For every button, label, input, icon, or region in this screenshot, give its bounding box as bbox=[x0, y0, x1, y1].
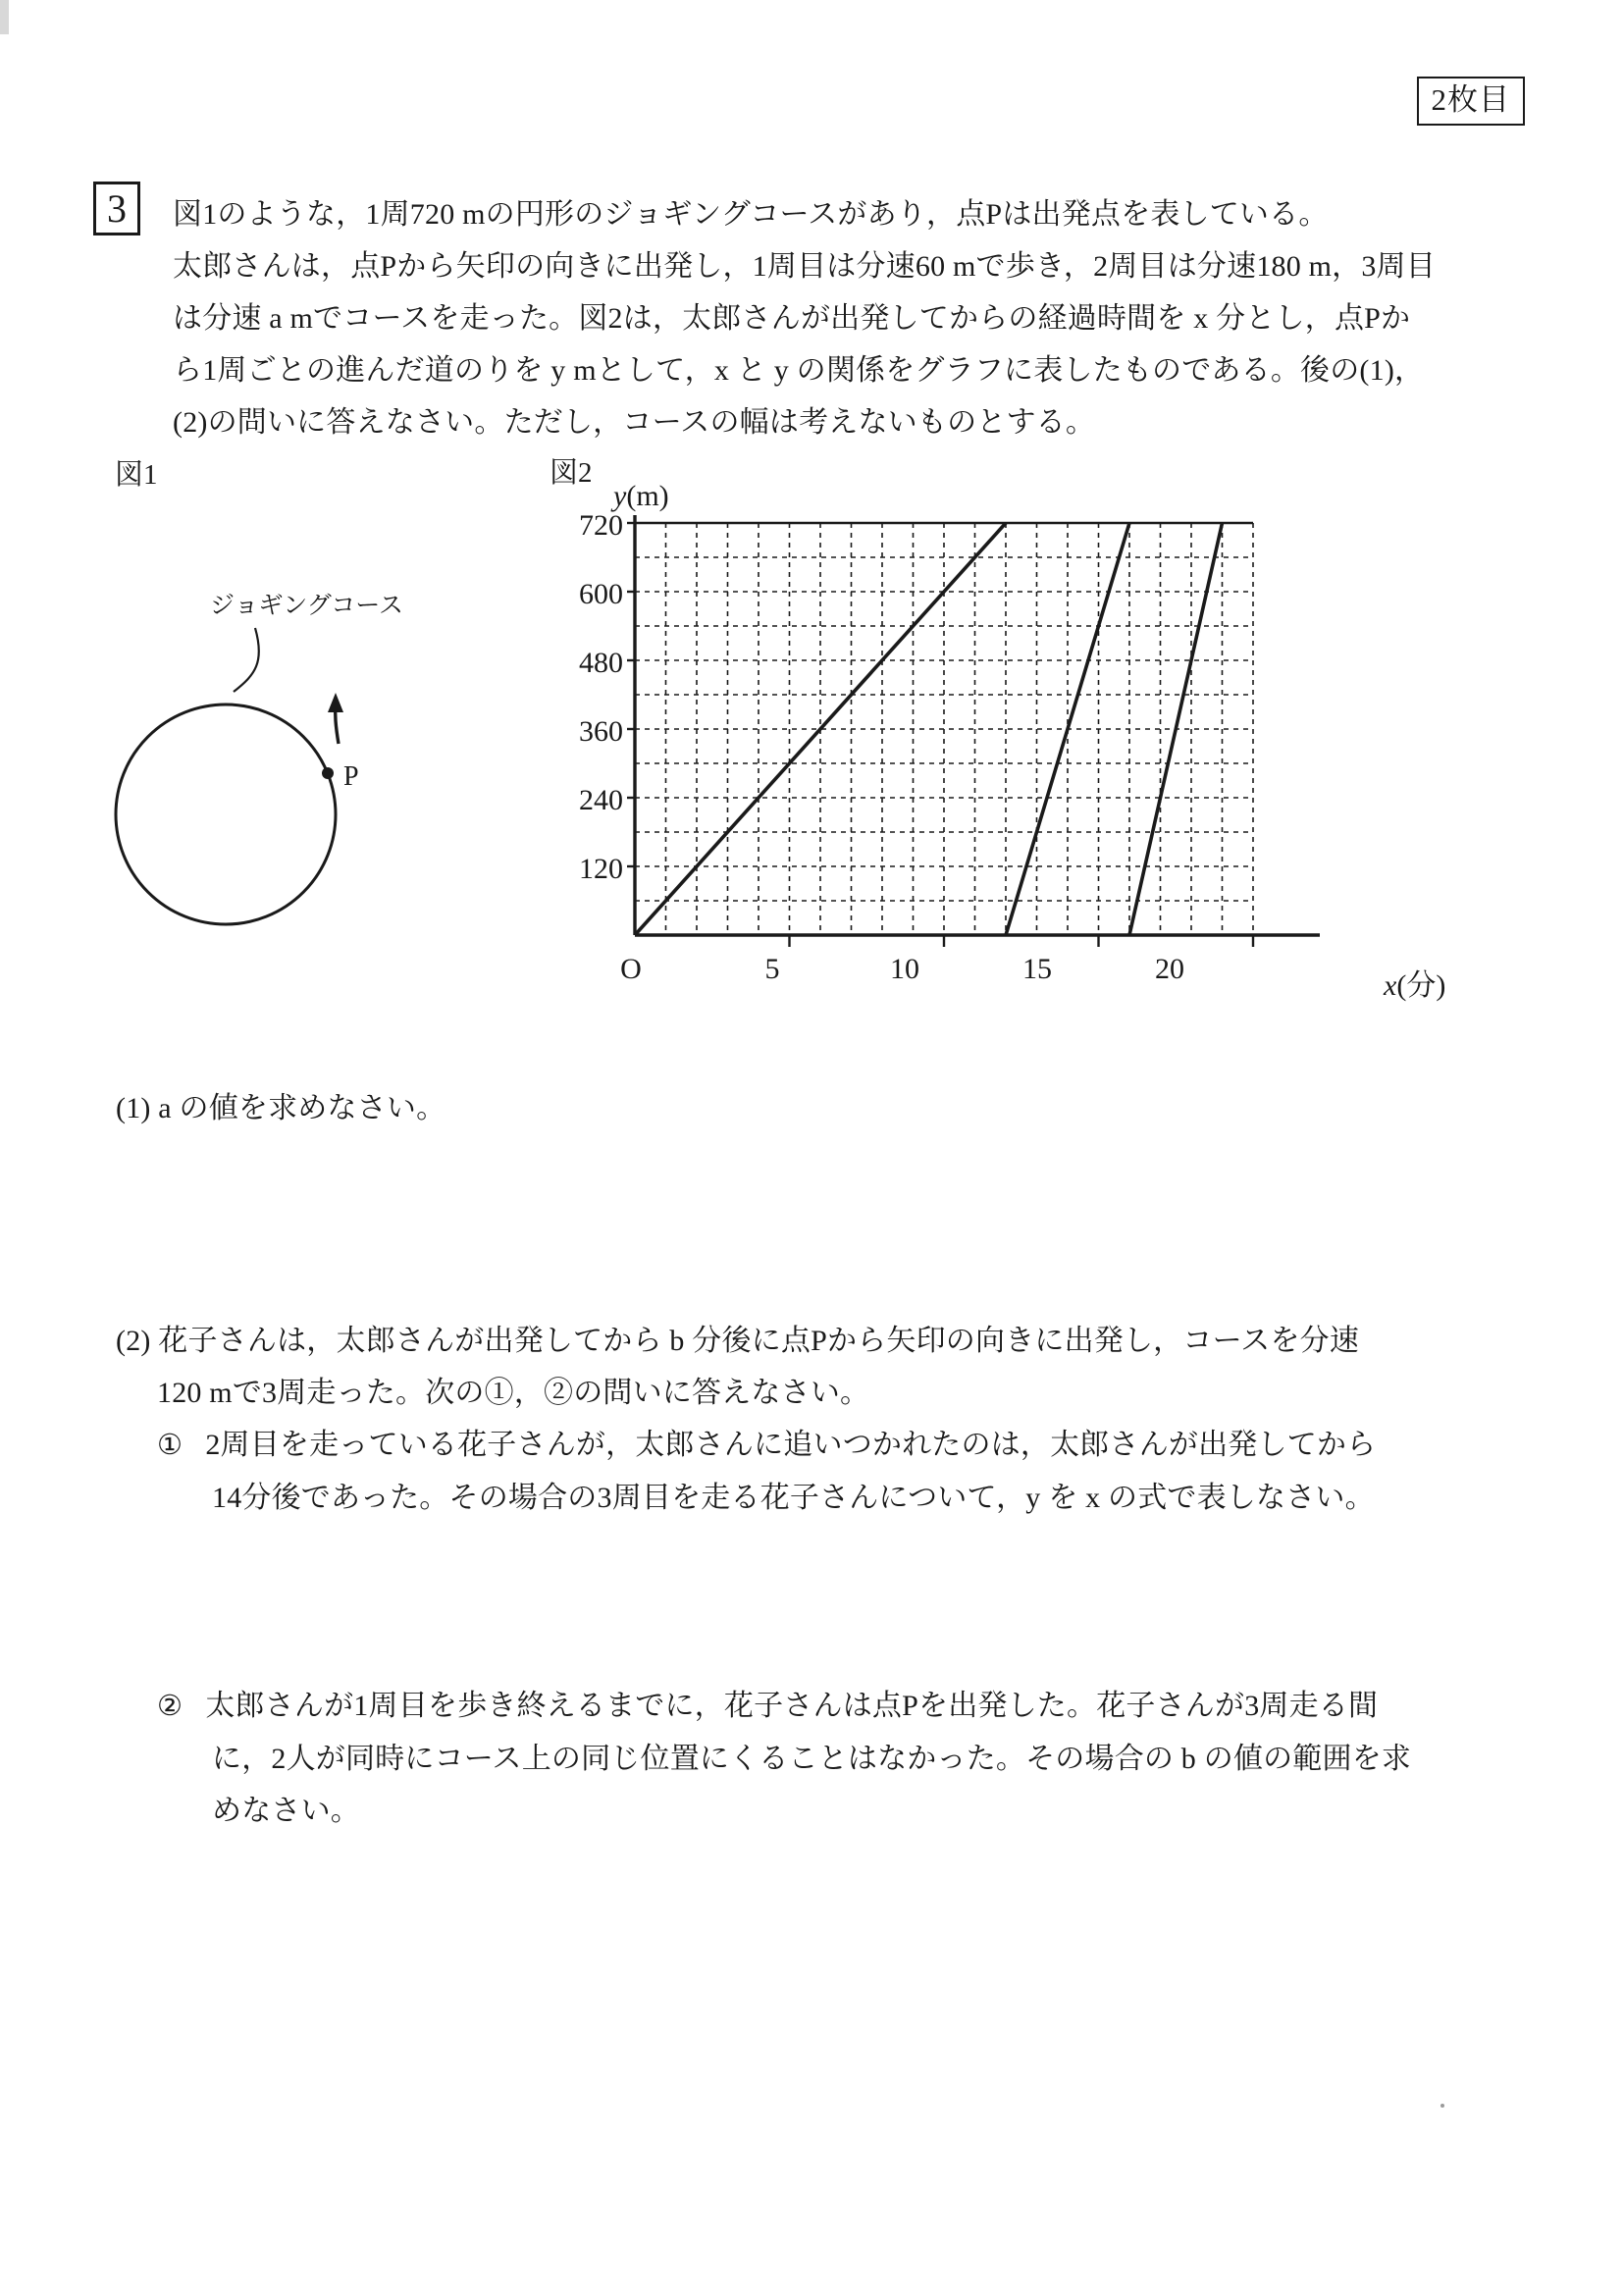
sheet-number-badge: 2枚目 bbox=[1417, 77, 1526, 126]
y-axis-label: y(m) bbox=[613, 480, 669, 512]
question-1-line bbox=[116, 1082, 1470, 1134]
statement-line: 太郎さんは，点Pから矢印の向きに出発し，1周目は分速60 mで歩き，2周目は分速180 m，3周目 bbox=[173, 250, 1436, 283]
question-2-sub-2-line: に，2人が同時にコース上の同じ位置にくることはなかった。その場合の b の値の範囲を求 bbox=[212, 1743, 1412, 1775]
statement-line: 図1のような，1周720 mの円形のジョギングコースがあり，点Pは出発点を表している。 bbox=[173, 198, 1329, 231]
y-tick-label: 120 bbox=[579, 853, 623, 885]
statement-line: は分速 a mでコースを走った。図2は，太郎さんが出発してからの経過時間を x 分とし，点Pか bbox=[173, 302, 1411, 335]
problem-number-box: 3 bbox=[93, 182, 140, 235]
question-2-sub-1-line bbox=[157, 1419, 1511, 1472]
x-tick-label-origin: O bbox=[620, 953, 642, 985]
question-2-sub-1-text: 2周目を走っている花子さんが，太郎さんに追いつかれたのは，太郎さんが出発してから bbox=[205, 1429, 1377, 1461]
svg-text:P: P bbox=[343, 761, 359, 792]
question-2-sub-2 bbox=[157, 1680, 1531, 1837]
y-tick-label: 240 bbox=[579, 784, 623, 816]
question-1-label: (1) bbox=[116, 1092, 151, 1124]
figure1-svg bbox=[108, 491, 520, 942]
question-2 bbox=[116, 1315, 1490, 1419]
y-tick-label: 480 bbox=[579, 647, 623, 679]
question-2-sub-2-text: 太郎さんが1周目を歩き終えるまでに，花子さんは点Pを出発した。花子さんが3周走る間 bbox=[205, 1690, 1379, 1722]
x-tick-label: 5 bbox=[764, 953, 780, 985]
question-2-label: (2) bbox=[116, 1325, 151, 1357]
y-tick-label: 600 bbox=[579, 578, 623, 610]
figure1-caption: 図1 bbox=[115, 459, 158, 491]
scan-speck bbox=[1440, 2104, 1444, 2108]
question-2-sub-1-label: ① bbox=[157, 1430, 183, 1461]
y-tick-label: 360 bbox=[579, 715, 623, 748]
question-2-sub-1 bbox=[157, 1419, 1511, 1524]
figure2-caption: 図2 bbox=[550, 457, 593, 489]
question-2-sub-2-label: ② bbox=[157, 1691, 183, 1722]
question-2-line: 120 mで3周走った。次の①，②の問いに答えなさい。 bbox=[157, 1377, 870, 1409]
question-2-sub-1-line: 14分後であった。その場合の3周目を走る花子さんについて，y を x の式で表しなさい。 bbox=[212, 1482, 1375, 1514]
figure2-svg bbox=[545, 486, 1408, 976]
scan-edge-artifact bbox=[0, 0, 9, 34]
figure1-circular-course bbox=[108, 491, 520, 942]
question-1-text: a の値を求めなさい。 bbox=[158, 1092, 446, 1124]
course-label: ジョギングコース bbox=[210, 593, 404, 619]
x-tick-label: 10 bbox=[890, 953, 919, 985]
x-axis-ticks bbox=[790, 935, 1254, 947]
x-axis-label: x(分) bbox=[1384, 969, 1446, 1002]
figure2-graph bbox=[545, 480, 1446, 1065]
question-2-sub-2-line: めなさい。 bbox=[212, 1795, 360, 1827]
y-tick-label: 720 bbox=[579, 509, 623, 542]
statement-line: ら1周ごとの進んだ道のりを y mとして，x と y の関係をグラフに表したものである。後の(1)， bbox=[173, 354, 1425, 387]
x-tick-label: 20 bbox=[1155, 953, 1184, 985]
question-2-sub-2-line bbox=[157, 1680, 1531, 1733]
data-lines bbox=[635, 523, 1223, 935]
x-tick-label: 15 bbox=[1022, 953, 1052, 985]
problem-statement bbox=[173, 188, 1478, 448]
question-1 bbox=[116, 1082, 1470, 1134]
question-2-line bbox=[116, 1315, 1490, 1367]
question-2-text: 花子さんは，太郎さんが出発してから b 分後に点Pから矢印の向きに出発し，コースを分速 bbox=[158, 1325, 1360, 1357]
statement-line: (2)の問いに答えなさい。ただし，コースの幅は考えないものとする。 bbox=[173, 406, 1096, 439]
